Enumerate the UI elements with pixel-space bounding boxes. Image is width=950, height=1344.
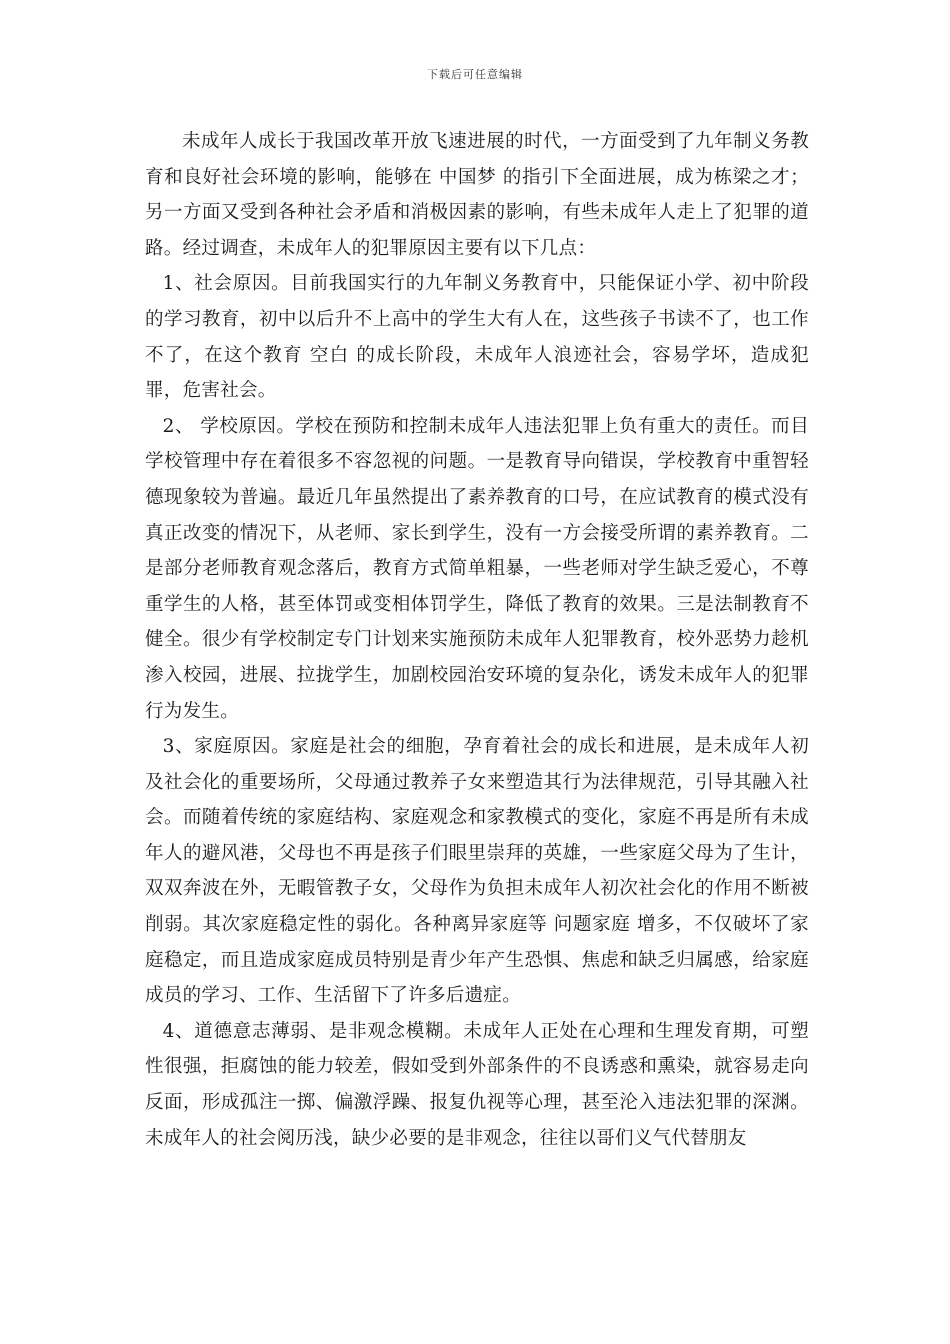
paragraph-family-causes: 3、家庭原因。家庭是社会的细胞，孕育着社会的成长和进展，是未成年人初及社会化的重要场所，父母通过教养子女来塑造其行为法律规范，引导其融入社会。而随着传统的家庭结构、家庭观念和家教模式的变化，家庭不再是所有未成年人的避风港，父母也不再是孩子们眼里崇拜的英雄，一些家庭父母为了生计，双双奔波在外，无暇管教子女，父母作为负担未成年人初次社会化的作用不断被削弱。其次家庭稳定性的弱化。各种离异家庭等 问题家庭 增多，不仅破坏了家庭稳定，而且造成家庭成员特别是青少年产生恐惧、焦虑和缺乏归属感，给家庭成员的学习、工作、生活留下了许多后遗症。 bbox=[145, 736, 809, 1007]
paragraph-school-causes: 2、 学校原因。学校在预防和控制未成年人违法犯罪上负有重大的责任。而目学校管理中存在着很多不容忽视的问题。一是教育导向错误，学校教育中重智轻德现象较为普遍。最近几年虽然提出了素养教育的口号，在应试教育的模式没有真正改变的情况下，从老师、家长到学生，没有一方会接受所谓的素养教育。二是部分老师教育观念落后，教育方式简单粗暴，一些老师对学生缺乏爱心，不尊重学生的人格，甚至体罚或变相体罚学生，降低了教育的效果。三是法制教育不健全。很少有学校制定专门计划来实施预防未成年人犯罪教育，校外恶势力趁机渗入校园，进展、拉拢学生，加剧校园治安环境的复杂化，诱发未成年人的犯罪行为发生。 bbox=[145, 415, 809, 722]
paragraph-social-causes: 1、社会原因。目前我国实行的九年制义务教育中，只能保证小学、初中阶段的学习教育，初中以后升不上高中的学生大有人在，这些孩子书读不了，也工作不了，在这个教育 空白 的成长阶段，未成年人浪迹社会，容易学坏，造成犯罪，危害社会。 bbox=[145, 273, 809, 402]
document-body bbox=[145, 124, 809, 1156]
intro-paragraph: 未成年人成长于我国改革开放飞速进展的时代，一方面受到了九年制义务教育和良好社会环境的影响，能够在 中国梦 的指引下全面进展，成为栋梁之才；另一方面又受到各种社会矛盾和消极因素的影响，有些未成年人走上了犯罪的道路。经过调查，未成年人的犯罪原因主要有以下几点： bbox=[145, 131, 809, 259]
paragraph-moral-causes: 4、道德意志薄弱、是非观念模糊。未成年人正处在心理和生理发育期，可塑性很强，拒腐蚀的能力较差，假如受到外部条件的不良诱惑和熏染，就容易走向反面，形成孤注一掷、偏激浮躁、报复仇视等心理，甚至沦入违法犯罪的深渊。未成年人的社会阅历浅，缺少必要的是非观念，往往以哥们义气代替朋友 bbox=[145, 1020, 809, 1149]
header-note: 下载后可任意编辑 bbox=[427, 68, 523, 81]
